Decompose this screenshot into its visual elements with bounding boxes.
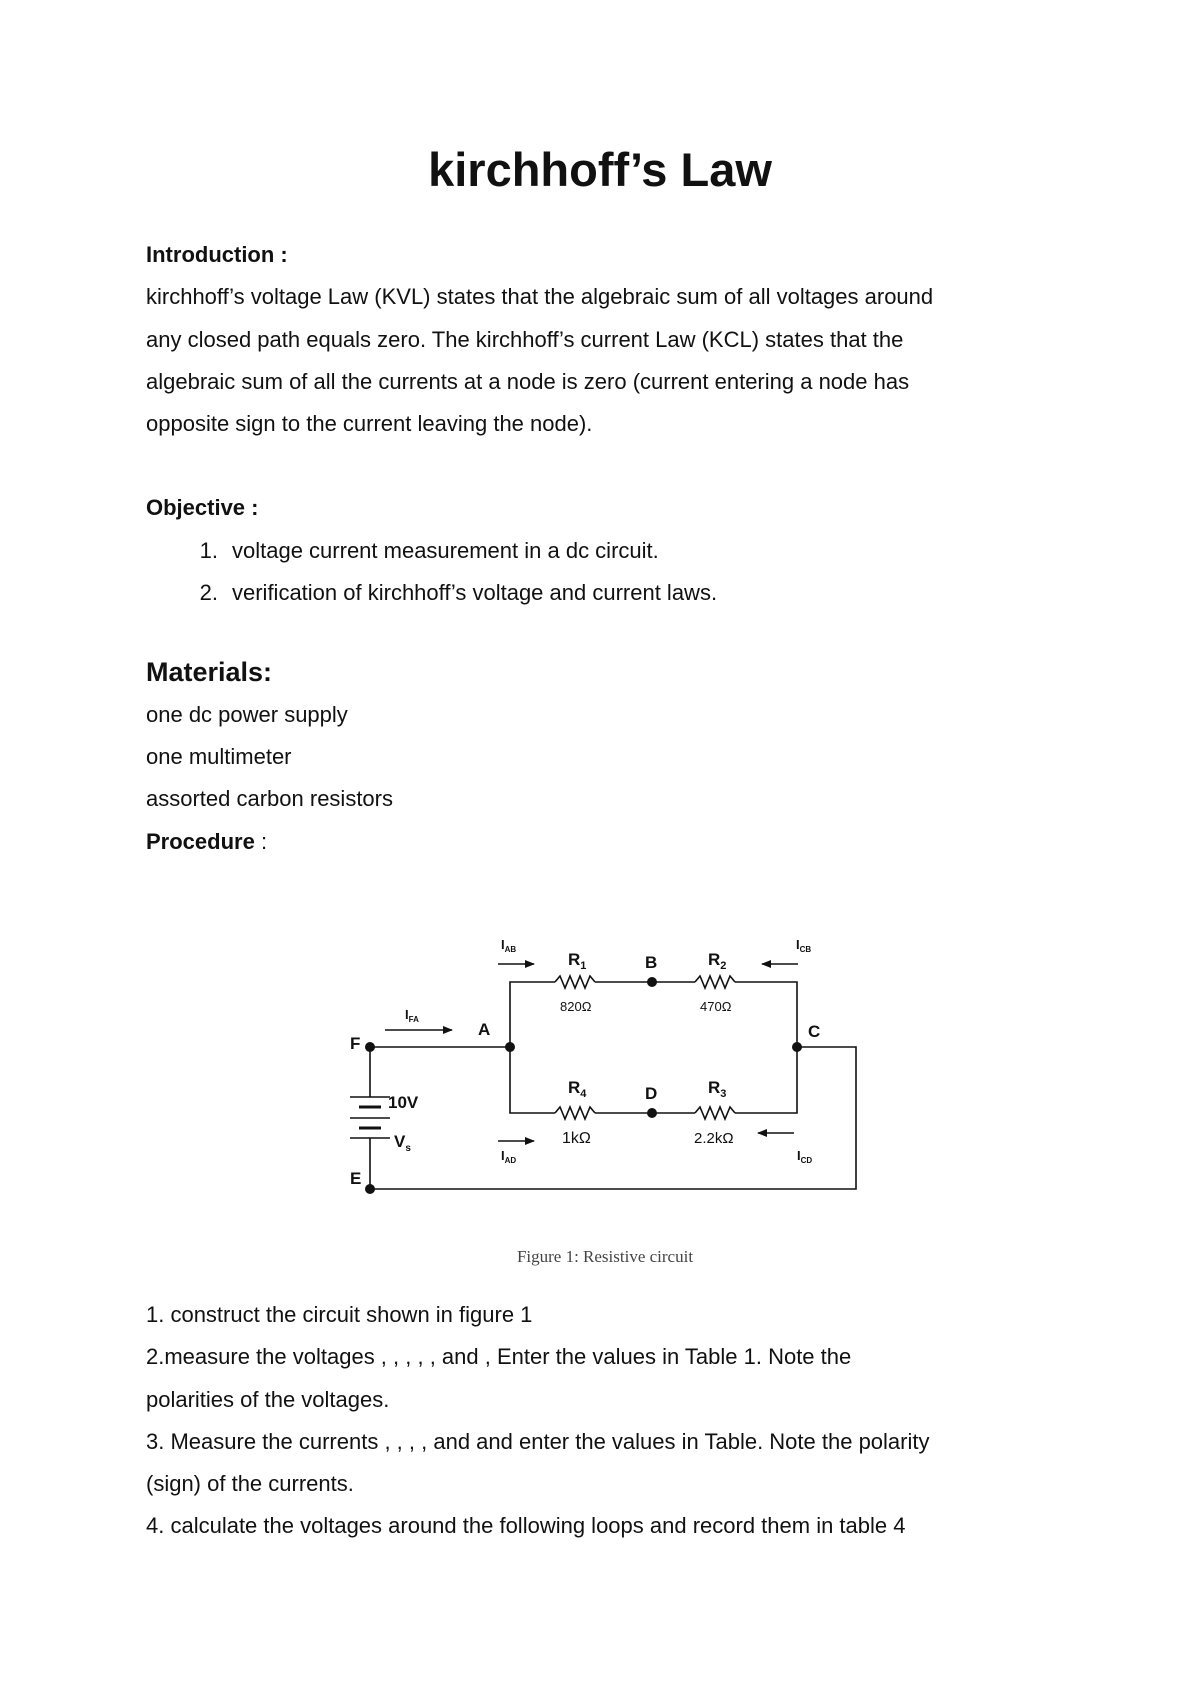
current-icd-label: $I_{CD}$ — [797, 1148, 813, 1165]
node-f-dot — [365, 1042, 375, 1052]
current-labels — [405, 937, 812, 1165]
node-e-dot — [365, 1184, 375, 1194]
circuit-diagram — [330, 925, 890, 1275]
resistor-r2-name: $R_2$ — [708, 950, 727, 972]
introduction-line: any closed path equals zero. The kirchhoff’s current Law (KCL) states that the — [146, 326, 904, 352]
node-a-dot — [505, 1042, 515, 1052]
node-b-label: B — [645, 953, 658, 972]
procedure-heading-suffix: : — [254, 828, 268, 854]
current-iad-label: $I_{AD}$ — [501, 1148, 517, 1165]
resistor-r3-name: $R_3$ — [708, 1078, 727, 1100]
objective-number: 1. — [199, 537, 218, 563]
objective-text: verification of kirchhoff’s voltage and current laws. — [232, 579, 718, 605]
resistor-r3-symbol — [695, 1107, 735, 1119]
materials-heading: Materials: — [146, 656, 273, 687]
wire-c-e — [370, 1047, 856, 1189]
resistor-r1-name: $R_1$ — [568, 950, 587, 972]
resistor-r2-value: 470Ω — [700, 999, 732, 1014]
wire-a-r1 — [510, 982, 555, 1047]
resistor-value-labels — [560, 999, 734, 1147]
node-c-dot — [792, 1042, 802, 1052]
materials-item: assorted carbon resistors — [146, 786, 393, 812]
procedure-step: (sign) of the currents. — [146, 1471, 354, 1497]
node-d-dot — [647, 1108, 657, 1118]
document-body — [146, 234, 1066, 863]
current-ifa-label: $I_{FA}$ — [405, 1007, 419, 1024]
node-c-label: C — [808, 1022, 821, 1041]
battery-symbol — [350, 1097, 390, 1138]
source-labels — [388, 1093, 419, 1154]
current-iab-label: $I_{AB}$ — [501, 937, 517, 954]
introduction-line: kirchhoff’s voltage Law (KVL) states that the algebraic sum of all voltages around — [146, 284, 934, 310]
introduction-heading: Introduction : — [146, 242, 288, 267]
procedure-step: 4. calculate the voltages around the following loops and record them in table 4 — [146, 1513, 906, 1539]
procedure-step: 2.measure the voltages , , , , , and , Enter the values in Table 1. Note the — [146, 1344, 852, 1370]
objective-list — [146, 530, 1066, 614]
procedure-step: 3. Measure the currents , , , , and and enter the values in Table. Note the polarity — [146, 1428, 930, 1454]
resistor-name-labels — [568, 950, 726, 1100]
current-arrows — [385, 964, 798, 1141]
materials-item: one dc power supply — [146, 701, 348, 727]
procedure-step: 1. construct the circuit shown in figure 1 — [146, 1302, 533, 1327]
node-b-dot — [647, 977, 657, 987]
objective-text: voltage current measurement in a dc circuit. — [232, 537, 659, 563]
resistor-r4-value: 1kΩ — [562, 1130, 591, 1147]
objective-item — [172, 530, 1066, 572]
current-icb-label: $I_{CB}$ — [796, 937, 812, 954]
resistor-r2-symbol — [695, 976, 735, 988]
circuit-figure — [330, 925, 890, 1275]
wire-r3-c — [735, 1047, 797, 1113]
procedure-steps — [146, 1294, 1086, 1548]
source-voltage-label: 10V — [388, 1093, 419, 1112]
resistor-r1-symbol — [555, 976, 595, 988]
figure-caption: Figure 1: Resistive circuit — [516, 1247, 694, 1266]
wire-a-r4 — [510, 1047, 555, 1113]
procedure-heading-line — [146, 821, 1066, 863]
introduction-line: algebraic sum of all the currents at a node is zero (current entering a node has — [146, 368, 910, 394]
circuit-wires — [370, 982, 856, 1189]
source-name-label: $V_s$ — [394, 1132, 411, 1154]
objective-heading: Objective : — [146, 495, 259, 521]
resistor-r4-name: $R_4$ — [568, 1078, 587, 1100]
node-e-label: E — [350, 1169, 362, 1188]
resistor-r1-value: 820Ω — [560, 999, 592, 1014]
node-a-label: A — [478, 1020, 491, 1039]
resistor-r3-value: 2.2kΩ — [694, 1130, 734, 1147]
node-d-label: D — [645, 1084, 658, 1103]
resistor-r4-symbol — [555, 1107, 595, 1119]
procedure-step: polarities of the voltages. — [146, 1386, 390, 1412]
node-f-label: F — [350, 1034, 361, 1053]
introduction-line: opposite sign to the current leaving the node). — [146, 411, 593, 437]
wire-r2-c — [735, 982, 797, 1047]
objective-item — [172, 572, 1066, 614]
section-gap — [146, 445, 1066, 487]
objective-number: 2. — [199, 579, 218, 605]
materials-item: one multimeter — [146, 744, 292, 770]
page-title: kirchhoff’s Law — [428, 143, 772, 196]
section-gap — [146, 614, 1066, 650]
procedure-heading: Procedure — [146, 828, 255, 854]
